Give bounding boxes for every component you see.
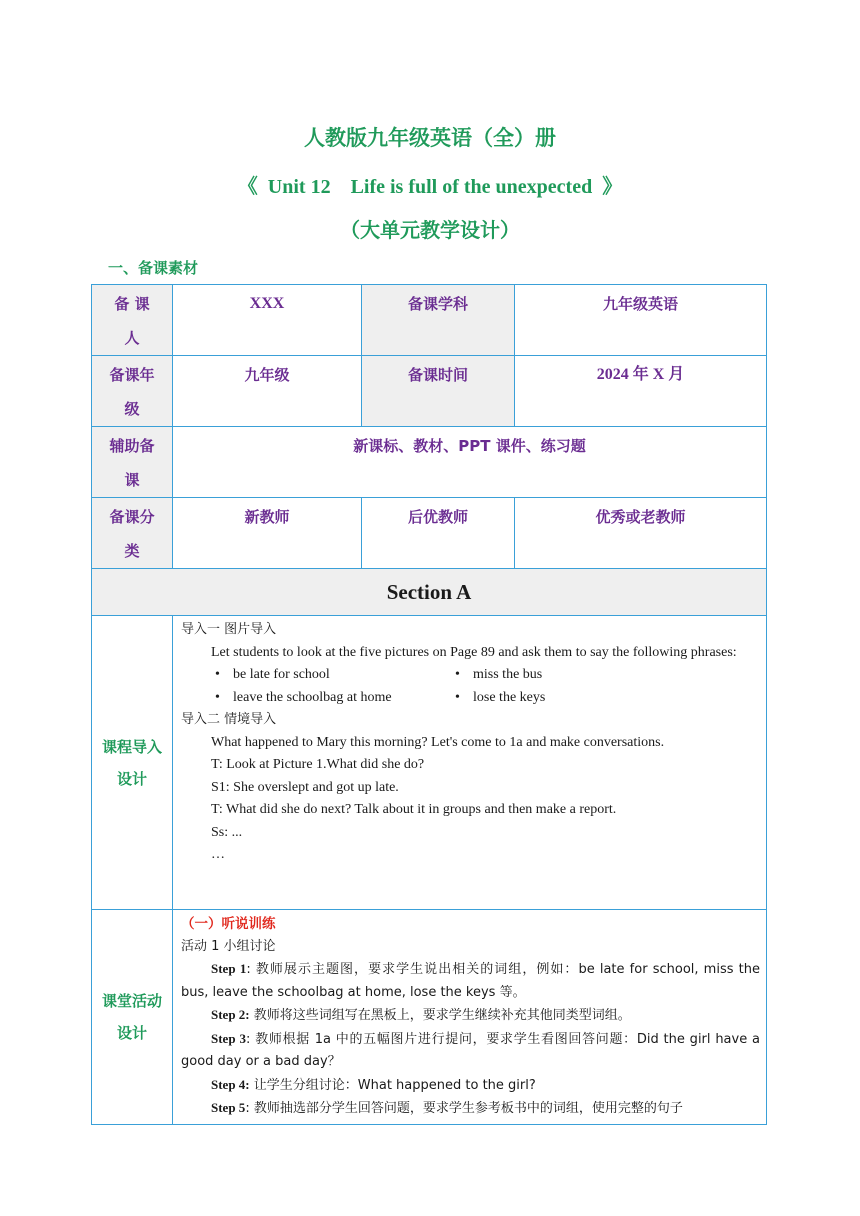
intro-lead-2: 导入二 情境导入 xyxy=(181,712,277,727)
date-label: 备课时间 xyxy=(362,356,515,427)
dialogue-line: Ss: ... xyxy=(211,824,243,840)
aids-label: 辅助备课 xyxy=(92,427,173,498)
subject-label: 备课学科 xyxy=(362,285,515,356)
list-item: • lose the keys xyxy=(455,687,695,710)
activity-design-content xyxy=(173,910,767,1125)
document-subtitle: （大单元教学设计） xyxy=(340,218,520,242)
step-label: Step 2: xyxy=(211,1007,250,1022)
step-text: : 教师根据 1a 中的五幅图片进行提问，要求学生看图回答问题：Did the girl have a good day or a bad day？ xyxy=(181,1031,760,1069)
step-item xyxy=(181,1074,760,1098)
listening-speaking-heading: （一）听说训练 xyxy=(181,916,276,932)
category-new-teacher: 新教师 xyxy=(173,498,362,569)
table-row xyxy=(92,285,767,356)
table-row xyxy=(92,569,767,616)
step-label: Step 5 xyxy=(211,1100,246,1115)
category-label: 备课分类 xyxy=(92,498,173,569)
preparer-label: 备 课人 xyxy=(92,285,173,356)
preparer-value: XXX xyxy=(173,285,362,356)
document-title: 人教版九年级英语（全）册 xyxy=(304,126,556,150)
ellipsis: … xyxy=(211,847,225,862)
activity-1-title: 活动 1 小组讨论 xyxy=(181,938,276,954)
category-improving-teacher: 后优教师 xyxy=(362,498,515,569)
step-label: Step 3 xyxy=(211,1030,246,1046)
intro-design-label: 课程导入设计 xyxy=(92,616,173,910)
table-row xyxy=(92,427,767,498)
step-text: 教师将这些词组写在黑板上，要求学生继续补充其他同类型词组。 xyxy=(249,1008,631,1023)
step-item xyxy=(181,958,760,1004)
dialogue-line: What happened to Mary this morning? Let's come to 1a and make conversations. xyxy=(211,734,665,750)
list-item: • miss the bus xyxy=(455,664,695,687)
subject-value: 九年级英语 xyxy=(515,285,767,356)
lesson-plan-table xyxy=(91,284,767,1125)
table-row xyxy=(92,616,767,910)
activity-design-label: 课堂活动设计 xyxy=(92,910,173,1125)
step-label: Step 4: xyxy=(211,1076,250,1092)
step-text: : 教师展示主题图，要求学生说出相关的词组，例如：be late for school, miss the bus, leave the schoolbag at home, lose the keys 等。 xyxy=(181,962,760,1000)
unit-title: 《 Unit 12 Life is full of the unexpected 》 xyxy=(237,176,623,198)
dialogue-line: S1: She overslept and got up late. xyxy=(211,779,399,795)
aids-value: 新课标、教材、PPT 课件、练习题 xyxy=(173,427,767,498)
intro-design-content xyxy=(173,616,767,910)
step-text: : 教师抽选部分学生回答问题，要求学生参考板书中的词组，使用完整的句子 xyxy=(245,1101,683,1116)
date-value: 2024 年 X 月 xyxy=(515,356,767,427)
section-a-heading: Section A xyxy=(92,569,767,616)
step-item xyxy=(181,1004,760,1028)
category-excellent-teacher: 优秀或老教师 xyxy=(515,498,767,569)
step-item xyxy=(181,1028,760,1074)
dialogue-line: T: What did she do next? Talk about it in groups and then make a report. xyxy=(211,802,617,817)
phrase-list xyxy=(181,664,760,709)
dialogue-line: T: Look at Picture 1.What did she do? xyxy=(211,757,425,772)
step-item xyxy=(181,1097,760,1118)
grade-value: 九年级 xyxy=(173,356,362,427)
list-item: • leave the schoolbag at home xyxy=(215,687,455,710)
step-label: Step 1 xyxy=(211,961,247,976)
table-row xyxy=(92,498,767,569)
step-text: 让学生分组讨论：What happened to the girl? xyxy=(249,1077,536,1093)
table-row xyxy=(92,356,767,427)
list-item: • be late for school xyxy=(215,664,455,687)
intro-paragraph: Let students to look at the five pictures on Page 89 and ask them to say the following phrases: xyxy=(211,644,737,660)
section-heading-materials: 一、备课素材 xyxy=(108,259,199,277)
table-row xyxy=(92,910,767,1125)
grade-label: 备课年级 xyxy=(92,356,173,427)
intro-lead-1: 导入一 图片导入 xyxy=(181,622,277,637)
